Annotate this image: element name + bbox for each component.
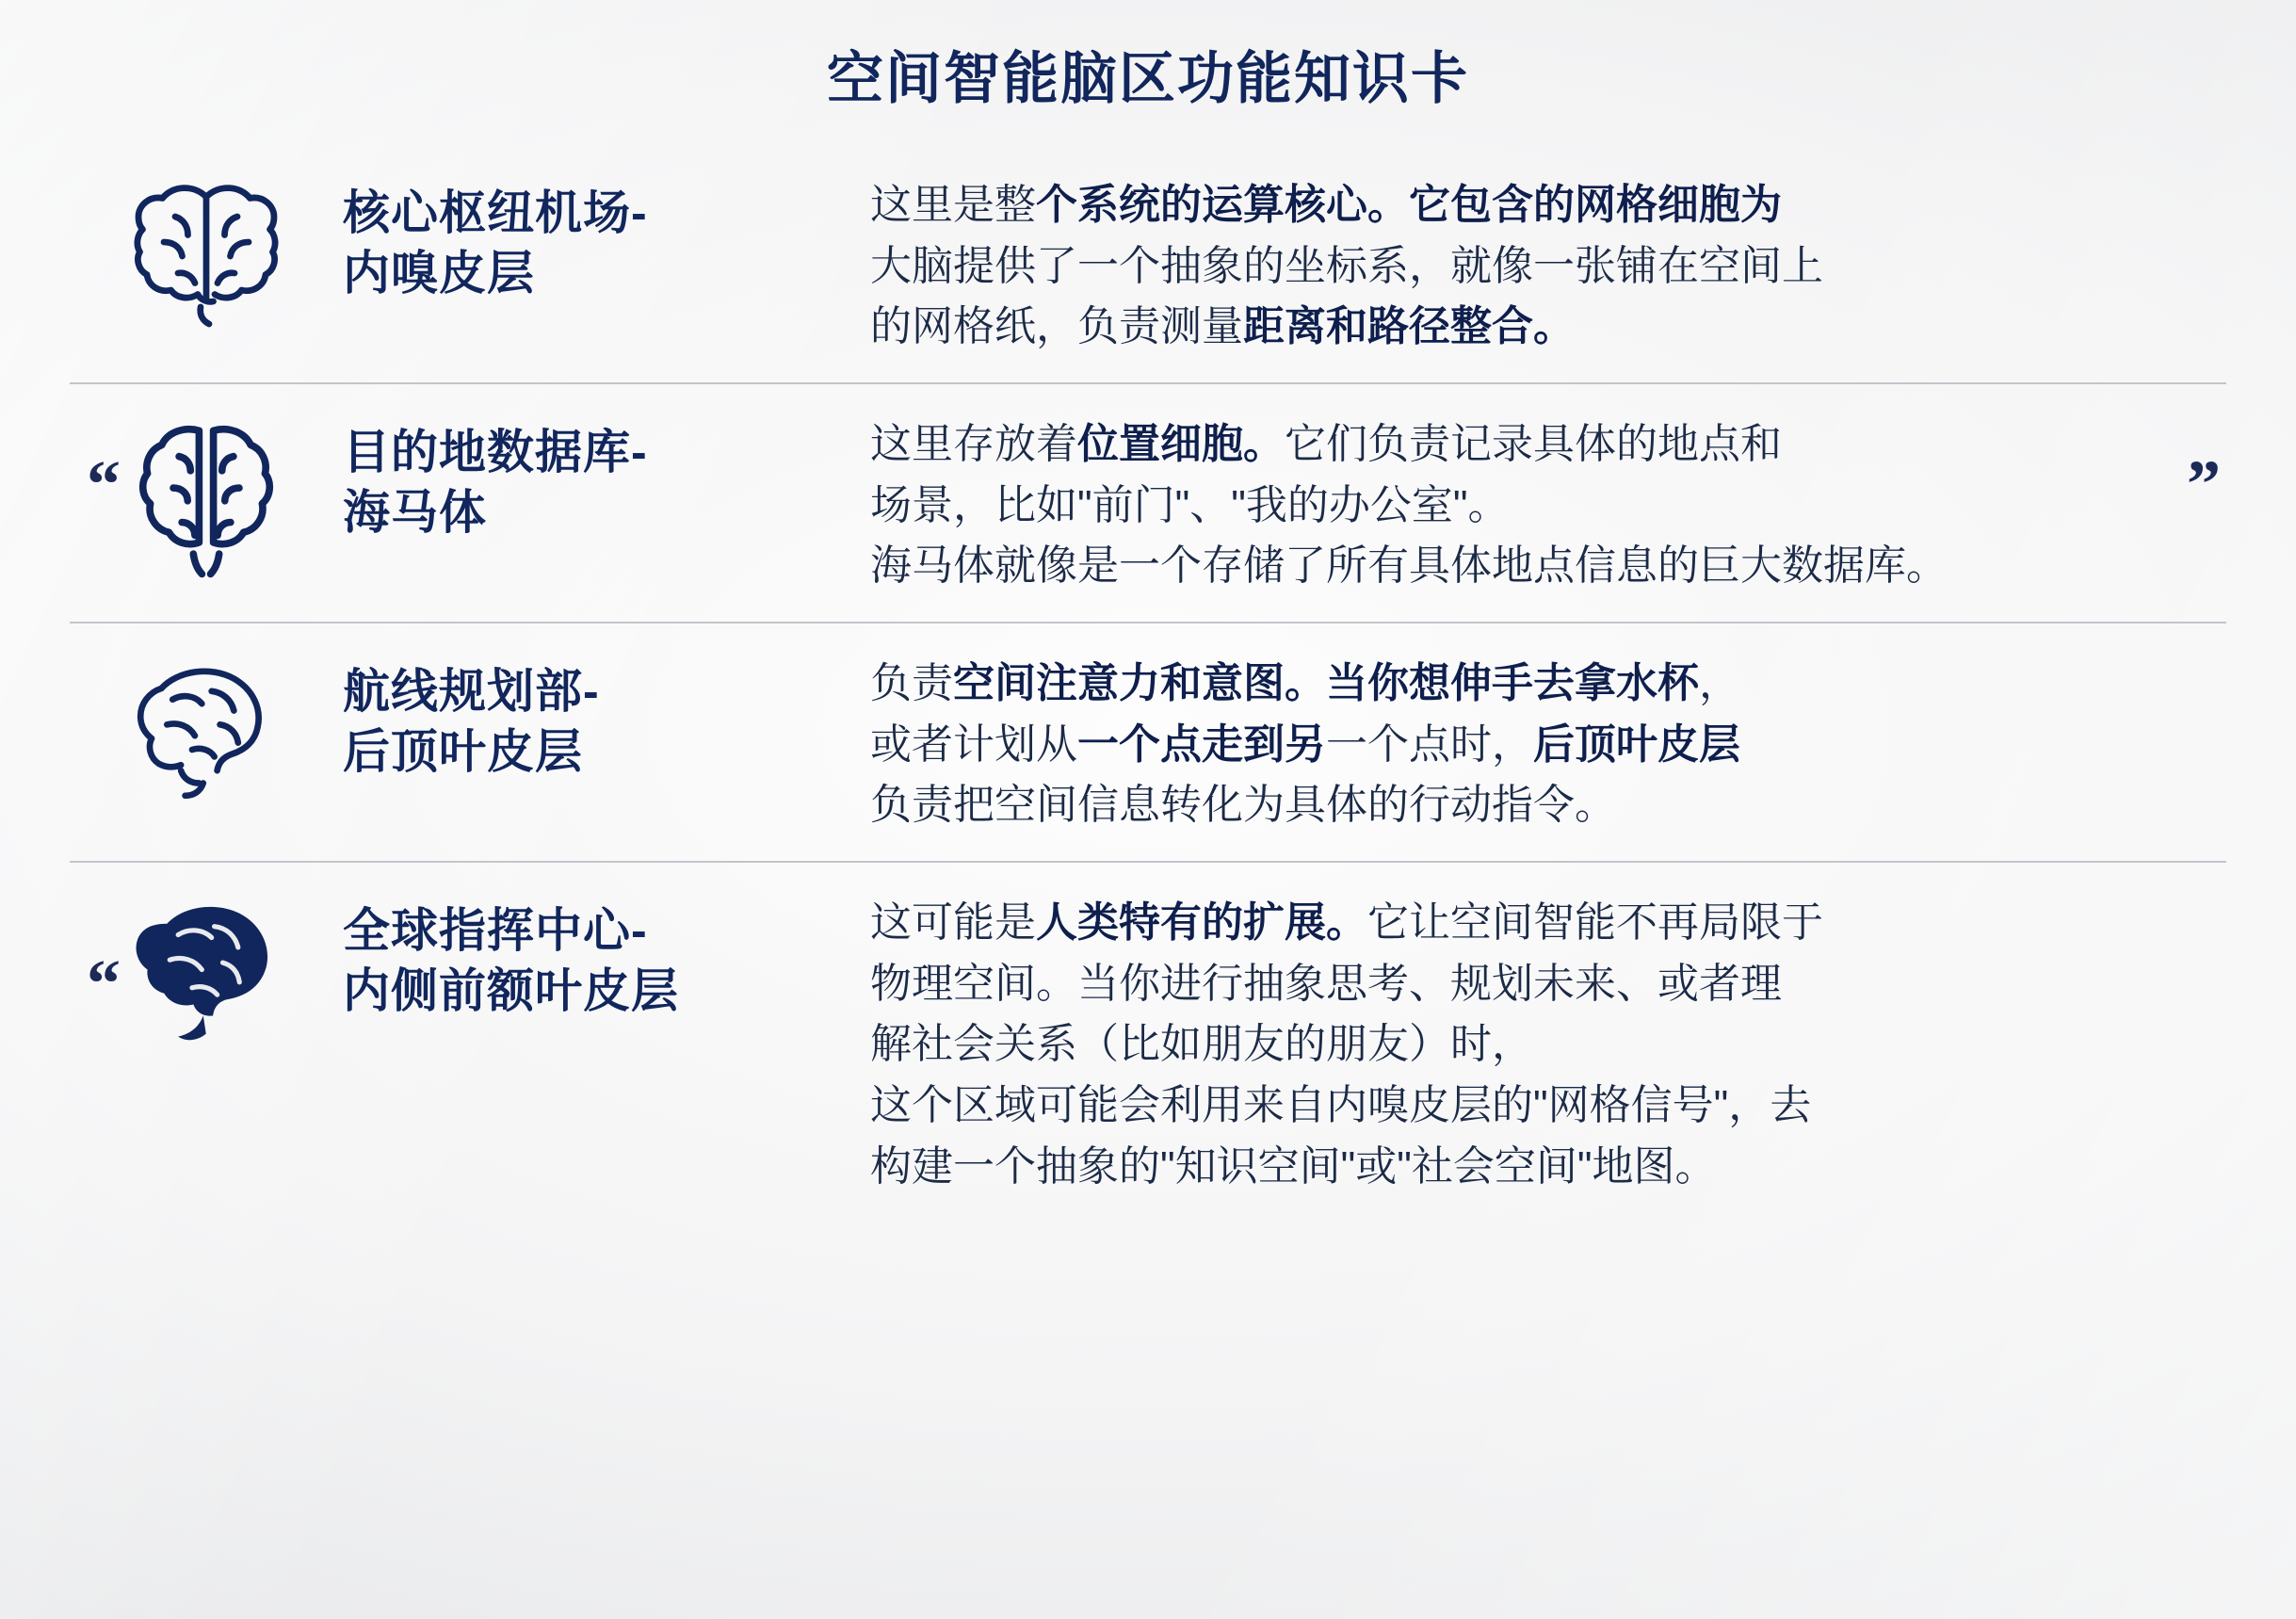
text-line: 或者计划从一个点走到另一个点时，后顶叶皮层: [870, 720, 1740, 768]
brain-outline-icon: [70, 170, 343, 332]
brain-side-icon: [70, 648, 343, 806]
card-row-label: [343, 409, 870, 542]
page-title: 空间智能脑区功能知识卡: [827, 47, 1469, 110]
text-line: 物理空间。当你进行抽象思考、规划未来、或者理: [870, 960, 1782, 1007]
card-row-text: [870, 887, 2226, 1197]
card-row-label: [343, 887, 870, 1021]
card-row: [70, 145, 2226, 382]
text-line: 负责把空间信息转化为具体的行动指令。: [870, 782, 1616, 829]
card-row-label: [343, 648, 870, 782]
text-line: 构建一个抽象的"知识空间"或"社会空间"地图。: [870, 1142, 1717, 1190]
card-row-label-line1: 目的地数据库-: [343, 426, 648, 479]
text-line: 场景，比如"前门"、"我的办公室"。: [870, 481, 1510, 528]
text-line: 海马体就像是一个存储了所有具体地点信息的巨大数据库。: [870, 542, 1948, 590]
card-row: [70, 861, 2226, 1222]
card-row-text: [870, 648, 2226, 836]
card-row-label: [343, 170, 870, 303]
text-line: 大脑提供了一个抽象的坐标系，就像一张铺在空间上: [870, 242, 1823, 289]
text-line: 负责空间注意力和意图。当你想伸手去拿水杯，: [870, 660, 1740, 707]
text-line: 这可能是人类特有的扩展。它让空间智能不再局限于: [870, 899, 1823, 947]
card-row: [70, 382, 2226, 622]
text-line: 这里存放着位置细胞。它们负责记录具体的地点和: [870, 421, 1782, 468]
quote-close-icon: ”: [2187, 446, 2221, 523]
quote-open-icon: “: [87, 946, 121, 1022]
card-rows: [70, 124, 2226, 1222]
card-row-label-line1: 全球指挥中心-: [343, 904, 648, 958]
card-row-text: [870, 170, 2226, 358]
card-row-label-line2: 内嗅皮层: [343, 247, 535, 300]
text-line: 的网格纸，负责测量距离和路径整合。: [870, 303, 1575, 350]
card-row-label-line1: 航线规划部-: [343, 665, 600, 719]
text-line: 这里是整个系统的运算核心。它包含的网格细胞为: [870, 182, 1782, 228]
card-row-label-line2: 后顶叶皮层: [343, 725, 583, 779]
card-row-label-line2: 海马体: [343, 486, 487, 540]
card-row-label-line2: 内侧前额叶皮层: [343, 964, 679, 1018]
card-row-label-line1: 核心枢纽机场-: [343, 186, 648, 239]
text-line: 这个区域可能会利用来自内嗅皮层的"网格信号"，去: [870, 1082, 1812, 1129]
quote-open-icon: “: [87, 446, 121, 523]
card-row: [70, 622, 2226, 861]
text-line: 解社会关系（比如朋友的朋友）时，: [870, 1021, 1533, 1068]
card-row-text: [870, 409, 2226, 597]
